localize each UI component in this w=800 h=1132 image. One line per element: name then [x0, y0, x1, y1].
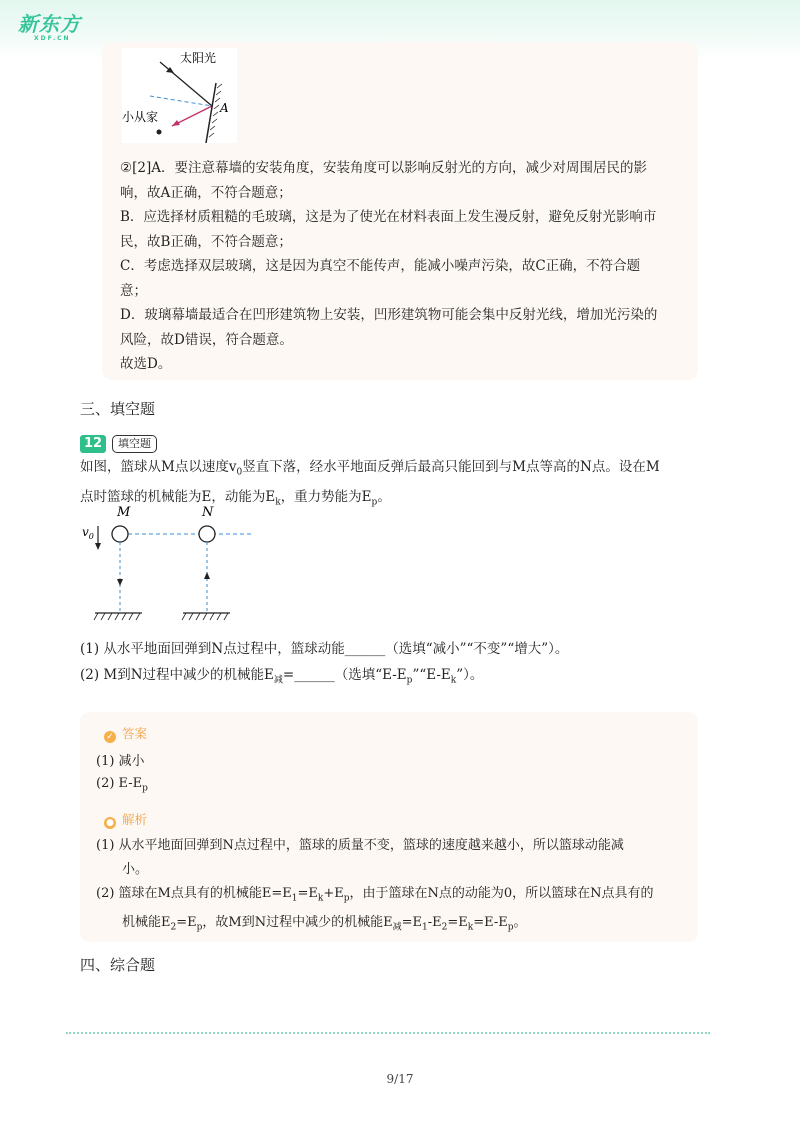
arrow-icon [95, 543, 101, 550]
solution-line: 意； [120, 282, 147, 299]
xdf-logo [18, 8, 81, 42]
velocity-label: $v_0$ [82, 525, 94, 541]
answer-2: (2) $E-E_p$ [96, 776, 148, 794]
answer-tag: ✓ 答案 [104, 724, 147, 743]
ball-n [199, 526, 215, 542]
house-point [157, 130, 162, 135]
analysis-line: (1) 从水平地面回弹到N点过程中，篮球的质量不变，篮球的速度越来越小，所以篮球动能减 [96, 838, 624, 853]
solution-line: 风险，故D错误，符合题意。 [120, 331, 293, 348]
solution-line: ②[2]A．要注意幕墙的安装角度，安装角度可以影响反射光的方向，减少对周围居民的影 [120, 160, 647, 176]
logo-subtext: XDF.CN [34, 35, 71, 42]
sub-question-2: (2) M到N过程中减少的机械能$E_减=\_\_\_\_\_\_$（选填“$E-E_p”“E-E_k$”）。 [80, 667, 484, 686]
sunlight-label: 太阳光 [180, 51, 217, 65]
question-number-badge: 12 [80, 435, 106, 453]
stem-line-1: 如图，篮球从M点以速度$v_0$竖直下落，经水平地面反弹后最高只能回到与M点等高的N点。设在M [80, 459, 660, 478]
section-title-fill-blank: 三、填空题 [80, 400, 156, 418]
analysis-text [96, 834, 654, 939]
ball-m [112, 526, 128, 542]
house-label: 小从家 [122, 110, 159, 124]
answer-1: (1) 减小 [96, 754, 145, 769]
solution-line: 民，故B正确，不符合题意； [120, 233, 292, 250]
analysis-line: 机械能$E_2=E_p$，故M到N过程中减少的机械能$E_减=E_1-E_2=E_k=E-E_p$。 [122, 914, 527, 933]
section-title-comprehensive: 四、综合题 [80, 956, 156, 974]
mirror-reflection-figure [122, 48, 237, 143]
question-type-badge: 填空题 [112, 435, 157, 453]
solution-line: 响，故A正确，不符合题意； [120, 184, 292, 201]
arrow-icon [117, 579, 123, 586]
solution-line: B．应选择材质粗糙的毛玻璃，这是为了使光在材料表面上发生漫反射，避免反射光影响市 [120, 209, 657, 225]
analysis-tag: ● 解析 [104, 810, 147, 829]
solution-line: D．玻璃幕墙最适合在凹形建筑物上安装，凹形建筑物可能会集中反射光线，增加光污染的 [120, 307, 658, 323]
analysis-line: 小。 [122, 862, 149, 877]
point-a-label: A [220, 101, 229, 115]
solution-line: 故选D。 [120, 356, 172, 372]
check-icon: ✓ [104, 731, 116, 743]
arrow-icon [204, 572, 210, 579]
logo-text: 新东方 [18, 12, 81, 36]
stem-line-2: 点时篮球的机械能为E，动能为$E_k$，重力势能为$E_p$。 [80, 488, 391, 508]
solution-text [120, 156, 690, 377]
basketball-figure [80, 500, 260, 625]
solution-line: C．考虑选择双层玻璃，这是因为真空不能传声，能减小噪声污染，故C正确，不符合题 [120, 258, 641, 274]
point-m-label: M [117, 505, 131, 520]
sub-question-1: (1) 从水平地面回弹到N点过程中，篮球动能______（选填“减小”“不变”“增大”）。 [80, 641, 569, 657]
footer-divider [66, 1032, 710, 1034]
point-n-label: N [202, 505, 214, 520]
page-number: 9/17 [386, 1072, 414, 1086]
analysis-line: (2) 篮球在M点具有的机械能$E=E_1=E_k+E_p$，由于篮球在N点的动能为0，所以篮球在N点具有的 [96, 886, 654, 904]
lightbulb-icon: ● [104, 817, 116, 829]
